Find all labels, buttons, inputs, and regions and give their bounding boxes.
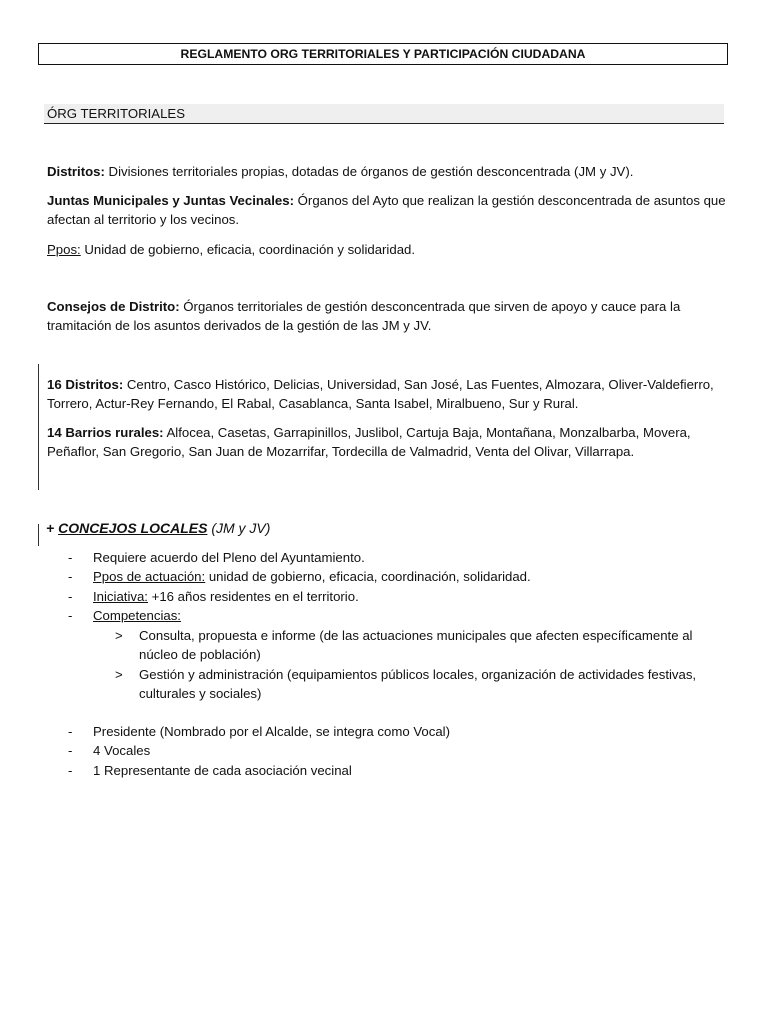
list-item-text: 1 Representante de cada asociación vecinal: [93, 762, 352, 778]
text-barrios-rurales: Alfocea, Casetas, Garrapinillos, Juslibol, Cartuja Baja, Montañana, Monzalbarba, Movera, Peñaflor, San Gregorio, San Juan de Mozarrifar, Tordecilla de Valmadrid, Venta del Olivar, Villarrapa.: [47, 425, 691, 459]
section-heading-org-territoriales: ÓRG TERRITORIALES: [44, 104, 724, 124]
term-consejos-distrito: Consejos de Distrito:: [47, 299, 180, 314]
term-distritos: Distritos:: [47, 164, 105, 179]
sublist-item: [0, 665, 729, 704]
term-ppos: Ppos:: [47, 242, 81, 257]
list-item: [0, 761, 768, 780]
term-juntas: Juntas Municipales y Juntas Vecinales:: [47, 193, 294, 208]
paragraph-juntas: [47, 191, 727, 229]
paragraph-distritos: [47, 162, 727, 181]
concejos-list: [0, 548, 768, 626]
sublist-item: [0, 626, 729, 665]
list-item-text: Presidente (Nombrado por el Alcalde, se integra como Vocal): [93, 724, 450, 739]
heading-concejos-locales: [46, 519, 270, 538]
arrow-marker: >: [115, 666, 123, 682]
paragraph-barrios-rurales: [47, 423, 727, 461]
paragraph-ppos: [47, 240, 727, 259]
list-item-label: Competencias:: [93, 608, 181, 624]
list-item-text: unidad de gobierno, eficacia, coordinación, solidaridad.: [205, 569, 531, 585]
list-item-label: Iniciativa:: [93, 588, 148, 604]
term-barrios-rurales: 14 Barrios rurales:: [47, 425, 164, 440]
list-item: [0, 587, 768, 606]
dash-marker: -: [68, 762, 73, 778]
document-title: REGLAMENTO ORG TERRITORIALES Y PARTICIPACIÓN CIUDADANA: [38, 43, 728, 65]
composition-list: [0, 722, 768, 780]
list-item: [0, 722, 768, 741]
competencias-sublist: [0, 626, 768, 704]
concejos-title: CONCEJOS LOCALES: [58, 520, 208, 536]
text-juntas: Órganos del Ayto que realizan la gestión desconcentrada de asuntos que afectan al territorio y los vecinos.: [47, 193, 726, 227]
text-consejos-distrito: Órganos territoriales de gestión desconcentrada que sirven de apoyo y cauce para la tramitación de los asuntos derivados de la gestión de las JM y JV.: [47, 299, 681, 333]
paragraph-16-distritos: [47, 375, 727, 413]
dash-marker: -: [68, 608, 73, 624]
paragraph-consejos-distrito: [47, 297, 727, 335]
list-item-text: +16 años residentes en el territorio.: [147, 588, 359, 604]
dash-marker: -: [68, 550, 73, 565]
term-16-distritos: 16 Distritos:: [47, 377, 124, 392]
list-item-text: Requiere acuerdo del Pleno del Ayuntamiento.: [93, 550, 365, 565]
list-item: [0, 606, 768, 625]
dash-marker: -: [68, 569, 73, 585]
list-item-text: 4 Vocales: [93, 743, 151, 759]
dash-marker: -: [68, 588, 73, 604]
list-item: [0, 548, 768, 567]
sublist-item-text: Consulta, propuesta e informe (de las actuaciones municipales que afecten específicamente al núcleo de población): [139, 628, 693, 663]
dash-marker: -: [68, 724, 73, 739]
list-item: [0, 567, 768, 586]
left-margin-bar-concejos: [38, 524, 39, 546]
dash-marker: -: [68, 743, 73, 759]
list-item-label: Ppos de actuación:: [93, 569, 206, 585]
arrow-marker: >: [115, 628, 123, 643]
sublist-item-text: Gestión y administración (equipamientos públicos locales, organización de actividades festivas, culturales y sociales): [139, 666, 697, 702]
concejos-plus: +: [46, 520, 59, 536]
list-item: [0, 741, 768, 760]
concejos-suffix: (JM y JV): [207, 520, 271, 536]
left-margin-bar: [38, 364, 39, 490]
text-16-distritos: Centro, Casco Histórico, Delicias, Universidad, San José, Las Fuentes, Almozara, Oliver-Valdefierro, Torrero, Actur-Rey Fernando, El Rabal, Casablanca, Santa Isabel, Miralbueno, Sur y Rural.: [47, 377, 714, 411]
text-distritos: Divisiones territoriales propias, dotadas de órganos de gestión desconcentrada (JM y JV).: [104, 164, 634, 179]
text-ppos: Unidad de gobierno, eficacia, coordinación y solidaridad.: [80, 242, 416, 257]
